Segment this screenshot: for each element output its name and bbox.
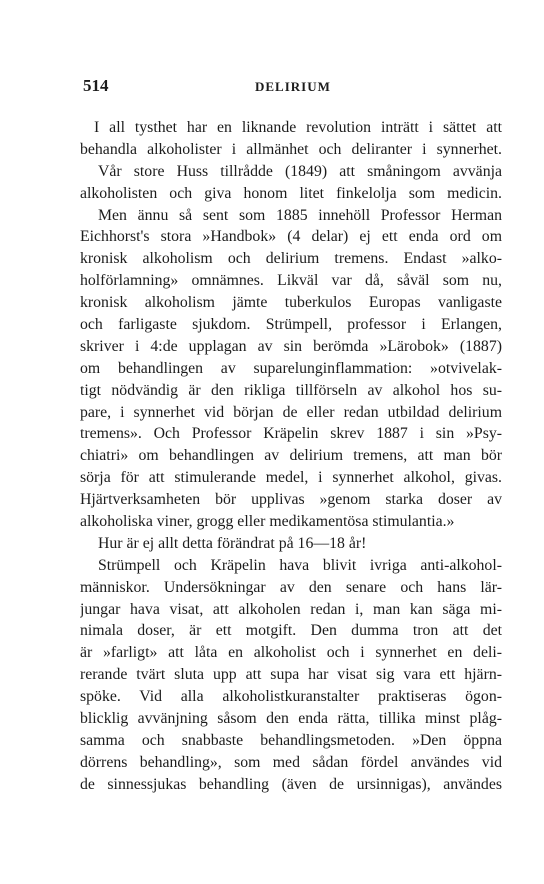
- text-line: blicklig avvänjning såsom den enda rätta, tillika minst plåg-: [80, 710, 502, 728]
- text-line: spöke. Vid alla alkoholistkuranstalter praktiseras ögon-: [80, 688, 502, 706]
- text-line: Eichhorst's stora »Handbok» (4 delar) ej ett enda ord om: [80, 228, 502, 246]
- text-line: Men ännu så sent som 1885 innehöll Professor Herman: [98, 206, 502, 224]
- text-line: samma och snabbaste behandlingsmetoden. »Den öppna: [80, 731, 502, 749]
- text-line: tremens». Och Professor Kräpelin skrev 1887 i sin »Psy-: [80, 425, 502, 443]
- text-line: kronisk alkoholism jämte tuberkulos Europas vanligaste: [80, 294, 502, 312]
- text-line: nimala doser, är ett motgift. Den dumma tron att det: [80, 622, 502, 640]
- text-line: Strümpell och Kräpelin hava blivit ivriga anti-alkohol-: [98, 556, 502, 574]
- text-line: jungar hava visat, att alkoholen redan i, man kan säga mi-: [80, 600, 502, 618]
- text-line: alkoholiska viner, grogg eller medikamentösa stimulantia.»: [80, 513, 455, 531]
- text-line: sörja för att stimulerande medel, i synnerhet alkohol, givas.: [80, 469, 502, 487]
- text-line: Vår store Huss tillrådde (1849) att småningom avvänja: [98, 162, 502, 180]
- text-line: I all tysthet har en liknande revolution inträtt i sättet att: [94, 119, 502, 136]
- text-line: rerande tvärt sluta upp att supa har visat sig vara ett hjärn-: [80, 666, 502, 684]
- text-line: och farligaste sjukdom. Strümpell, professor i Erlangen,: [80, 316, 502, 334]
- page-header: [83, 76, 498, 98]
- text-line: tigt nödvändig är den rikliga tillförseln av alkohol hos su-: [80, 381, 502, 399]
- text-line: skriver i 4:de upplagan av sin berömda »Lärobok» (1887): [80, 337, 502, 355]
- text-line: alkoholisten och giva honom litet finkelolja som medicin.: [80, 184, 502, 202]
- page-number: 514: [83, 76, 109, 95]
- text-line: Hur är ej allt detta förändrat på 16—18 år!: [98, 534, 367, 552]
- text-line: är »farligt» att låta en alkoholist och i synnerhet en deli-: [80, 644, 502, 662]
- text-line: pare, i synnerhet vid början de eller redan utbildad delirium: [80, 403, 502, 421]
- text-line: de sinnessjukas behandling (även de ursinnigas), användes: [80, 775, 502, 793]
- text-line: holförlamning» omnämnes. Likväl var då, såväl som nu,: [80, 272, 502, 290]
- text-line: kronisk alkoholism och delirium tremens. Endast »alko-: [80, 250, 502, 268]
- body-text: [80, 117, 502, 796]
- text-line: dörrens behandling», som med sådan fördel användes vid: [80, 753, 502, 771]
- text-line: behandla alkoholister i allmänhet och deliranter i synnerhet.: [80, 140, 502, 158]
- text-line: människor. Undersökningar av den senare och hans lär-: [80, 578, 502, 596]
- text-line: om behandlingen av suparelunginflammation: »otvivelak-: [80, 359, 502, 377]
- text-line: chiatri» om behandlingen av delirium tremens, att man bör: [80, 447, 502, 465]
- running-title: DELIRIUM: [255, 79, 331, 94]
- text-line: Hjärtverksamheten bör upplivas »genom starka doser av: [80, 491, 502, 509]
